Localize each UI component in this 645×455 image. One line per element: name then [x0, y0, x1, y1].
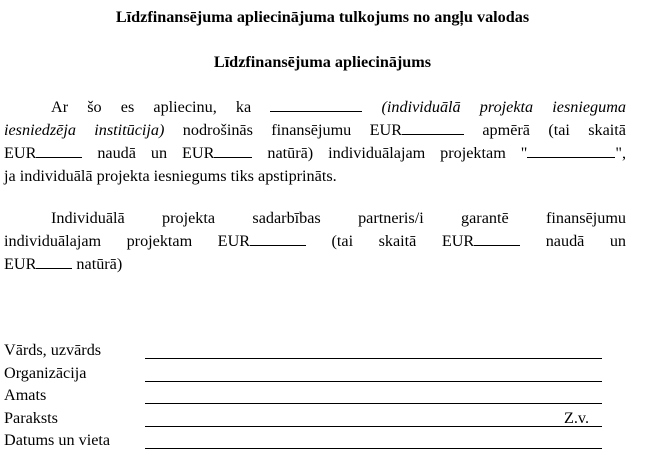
- p1-l3-text-d: ",: [615, 144, 626, 162]
- p2-l3-text-a: EUR: [4, 255, 37, 273]
- paragraph1-line4: ja individuālā projekta iesniegums tiks apstiprināts.: [4, 167, 337, 185]
- p2-l2-text-c: naudā un: [545, 232, 627, 250]
- p1-l2-italic: iesniedzēja institūcija): [4, 121, 165, 139]
- name-label: Vārds, uzvārds: [4, 341, 102, 359]
- paragraph2-line1: Individuālā projekta sadarbības partneris/i garantē finansējumu: [51, 209, 626, 227]
- total-amount-blank: [402, 120, 464, 135]
- p2-l2-text-b: (tai skaitā EUR: [331, 232, 475, 250]
- cash-amount-blank: [36, 143, 82, 158]
- organization-line: [145, 381, 602, 382]
- p1-l3-text-a: EUR: [4, 144, 37, 162]
- p1-l1-text: Ar šo es apliecinu, ka: [51, 98, 252, 116]
- p1-l3-text-b: naudā un EUR: [97, 144, 215, 162]
- institution-blank: [270, 97, 362, 112]
- date-place-line: [145, 448, 602, 449]
- paragraph2-line2: [4, 230, 626, 253]
- paragraph1-line3: [4, 142, 626, 165]
- paragraph1-line2: [4, 119, 626, 142]
- position-line: [145, 403, 602, 404]
- paragraph1-line1: [4, 96, 626, 119]
- document-title: Līdzfinansējuma apliecinājums: [213, 53, 432, 71]
- partner-total-blank: [250, 231, 306, 246]
- name-line: [145, 358, 602, 359]
- in-kind-amount-blank: [214, 143, 252, 158]
- partner-cash-blank: [474, 231, 520, 246]
- paragraph2-line3: [4, 253, 626, 276]
- commitment-paragraph: [4, 96, 626, 188]
- p1-l2-text-a: nodrošinās finansējumu EUR: [182, 121, 402, 139]
- translation-title: Līdzfinansējuma apliecinājuma tulkojums no angļu valodas: [115, 8, 530, 26]
- signature-label: Paraksts: [4, 409, 58, 427]
- project-name-blank: [527, 143, 615, 158]
- partner-guarantee-paragraph: [4, 207, 626, 276]
- organization-label: Organizācija: [4, 364, 87, 382]
- position-label: Amats: [4, 386, 47, 404]
- date-place-label: Datums un vieta: [4, 431, 111, 449]
- p1-l1-italic: (individuālā projekta iesnieguma: [381, 98, 627, 116]
- p1-l2-text-b: apmērā (tai skaitā: [482, 121, 626, 139]
- p2-l2-text-a: individuālajam projektam EUR: [4, 232, 251, 250]
- seal-label: Z.v.: [564, 409, 590, 427]
- signature-line: [145, 426, 602, 427]
- partner-in-kind-blank: [36, 254, 72, 269]
- p2-l3-text-b: natūrā): [76, 255, 123, 273]
- p1-l3-text-c: natūrā) individuālajam projektam ": [267, 144, 528, 162]
